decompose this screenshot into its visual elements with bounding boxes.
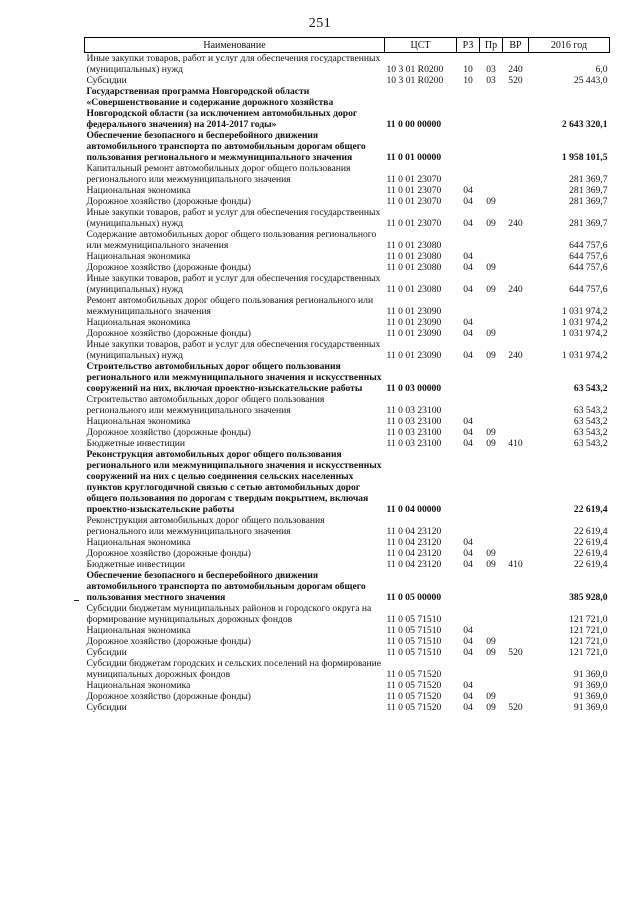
- cell-rz: 04: [463, 537, 473, 548]
- cell-vr: 410: [508, 438, 523, 449]
- cell-cst: 11 0 05 71520: [386, 702, 442, 713]
- table-row: [85, 416, 610, 427]
- cell-name: Субсидии бюджетам муниципальных районов и городского округа на формирование муниципальных дорожных фондов: [86, 603, 372, 625]
- table-row: [85, 339, 610, 361]
- cell-rz: 04: [463, 625, 473, 636]
- cell-rz: [457, 130, 480, 163]
- cell-name: Дорожное хозяйство (дорожные фонды): [86, 262, 251, 273]
- cell-vr: 410: [508, 559, 523, 570]
- cell-vr: 240: [508, 350, 523, 361]
- cell-sum: 1 031 974,2: [561, 328, 608, 339]
- cell-sum: 1 031 974,2: [561, 350, 608, 361]
- cell-pr: [480, 515, 503, 537]
- cell-rz: 10: [463, 75, 473, 86]
- cell-name: Национальная экономика: [86, 680, 191, 691]
- cell-cst: 11 0 01 23080: [386, 251, 442, 262]
- cell-rz: 04: [463, 438, 473, 449]
- cell-pr: 09: [486, 196, 496, 207]
- cell-pr: [480, 130, 503, 163]
- cell-pr: 03: [486, 64, 496, 75]
- cell-name: Обеспечение безопасного и бесперебойного движения автомобильного транспорта по автомобильным дорогам общего пользования местного значения: [86, 570, 366, 603]
- cell-pr: 09: [486, 636, 496, 647]
- cell-cst: 11 0 05 71520: [386, 680, 442, 691]
- cell-vr: 520: [508, 702, 523, 713]
- cell-vr: [503, 658, 529, 680]
- cell-sum: 91 369,0: [573, 691, 608, 702]
- cell-vr: [503, 229, 529, 251]
- cell-vr: 240: [508, 284, 523, 295]
- cell-pr: [480, 317, 503, 328]
- table-row: [85, 559, 610, 570]
- cell-name: Капитальный ремонт автомобильных дорог общего пользования регионального или межмуниципального значения: [86, 163, 351, 185]
- cell-rz: 04: [463, 317, 473, 328]
- cell-pr: [480, 449, 503, 515]
- cell-rz: [457, 603, 480, 625]
- cell-pr: [480, 295, 503, 317]
- cell-cst: 11 0 04 23120: [386, 526, 442, 537]
- cell-vr: [503, 537, 529, 548]
- cell-rz: 10: [463, 64, 473, 75]
- cell-name: Государственная программа Новгородской области «Совершенствование и содержание дорожного хозяйства Новгородской области (за исключением автомобильных дорог федерального значения) на 2014-2017 годы»: [86, 86, 358, 130]
- table-row: [85, 361, 610, 394]
- cell-cst: 11 0 04 23120: [386, 559, 442, 570]
- cell-name: Субсидии бюджетам городских и сельских поселений на формирование муниципальных дорожных фондов: [86, 658, 382, 680]
- cell-pr: [480, 570, 503, 603]
- cell-pr: [480, 603, 503, 625]
- table-row: [85, 570, 610, 603]
- cell-rz: 04: [463, 691, 473, 702]
- cell-rz: 04: [463, 427, 473, 438]
- cell-cst: 10 3 01 R0200: [386, 64, 444, 75]
- cell-vr: [503, 449, 529, 515]
- cell-cst: 11 0 01 23090: [386, 306, 442, 317]
- cell-cst: 11 0 05 71510: [386, 614, 442, 625]
- cell-vr: [503, 515, 529, 537]
- cell-vr: [503, 185, 529, 196]
- cell-name: Реконструкция автомобильных дорог общего пользования регионального или межмуниципального значения: [86, 515, 325, 537]
- cell-vr: [503, 691, 529, 702]
- table-row: [85, 438, 610, 449]
- cell-rz: [457, 229, 480, 251]
- cell-cst: 11 0 03 23100: [386, 438, 442, 449]
- cell-rz: 04: [463, 548, 473, 559]
- cell-sum: 121 721,0: [569, 636, 608, 647]
- cell-rz: 04: [463, 702, 473, 713]
- cell-name: Дорожное хозяйство (дорожные фонды): [86, 328, 251, 339]
- table-row: [85, 537, 610, 548]
- cell-vr: [503, 196, 529, 207]
- header-cst: ЦСТ: [385, 38, 457, 53]
- cell-sum: 2 643 320,1: [561, 119, 608, 130]
- cell-cst: 10 3 01 R0200: [386, 75, 444, 86]
- header-pr: Пр: [480, 38, 503, 53]
- cell-cst: 11 0 01 23070: [386, 218, 442, 229]
- page-number: 251: [308, 16, 332, 31]
- cell-pr: 09: [486, 548, 496, 559]
- cell-sum: 63 543,2: [573, 405, 608, 416]
- cell-pr: 09: [486, 284, 496, 295]
- cell-cst: 11 0 05 71520: [386, 691, 442, 702]
- cell-cst: 11 0 01 23070: [386, 196, 442, 207]
- cell-sum: 22 619,4: [573, 504, 608, 515]
- cell-pr: [480, 394, 503, 416]
- cell-name: Строительство автомобильных дорог общего пользования регионального или межмуниципального значения и искусственных сооружений на них, включая проектно-изыскательские работы: [86, 361, 382, 394]
- cell-vr: [503, 295, 529, 317]
- cell-sum: 281 369,7: [569, 196, 608, 207]
- cell-sum: 644 757,6: [569, 284, 608, 295]
- cell-vr: [503, 603, 529, 625]
- cell-vr: [503, 625, 529, 636]
- cell-vr: [503, 163, 529, 185]
- cell-sum: 91 369,0: [573, 680, 608, 691]
- cell-cst: 11 0 01 23070: [386, 174, 442, 185]
- table-header-row: [85, 38, 610, 53]
- cell-rz: [457, 163, 480, 185]
- cell-pr: 09: [486, 647, 496, 658]
- cell-rz: [457, 361, 480, 394]
- cell-pr: [480, 680, 503, 691]
- margin-mark: [74, 600, 79, 601]
- cell-sum: 121 721,0: [569, 647, 608, 658]
- cell-rz: [457, 86, 480, 130]
- cell-name: Дорожное хозяйство (дорожные фонды): [86, 548, 251, 559]
- cell-name: Обеспечение безопасного и бесперебойного движения автомобильного транспорта по автомобильным дорогам общего пользования регионального и межмуниципального значения: [86, 130, 366, 163]
- table-row: [85, 647, 610, 658]
- cell-sum: 121 721,0: [569, 625, 608, 636]
- table-row: [85, 515, 610, 537]
- cell-sum: 91 369,0: [573, 702, 608, 713]
- cell-pr: 09: [486, 702, 496, 713]
- cell-name: Дорожное хозяйство (дорожные фонды): [86, 691, 251, 702]
- cell-rz: 04: [463, 416, 473, 427]
- cell-pr: [480, 537, 503, 548]
- cell-name: Субсидии: [86, 647, 127, 658]
- cell-rz: [457, 295, 480, 317]
- cell-vr: [503, 130, 529, 163]
- table-row: [85, 273, 610, 295]
- cell-vr: [503, 636, 529, 647]
- cell-name: Субсидии: [86, 702, 127, 713]
- table-row: [85, 207, 610, 229]
- cell-cst: 11 0 03 00000: [386, 383, 442, 394]
- cell-sum: 25 443,0: [573, 75, 608, 86]
- cell-vr: [503, 317, 529, 328]
- cell-vr: [503, 570, 529, 603]
- cell-pr: 09: [486, 438, 496, 449]
- cell-name: Дорожное хозяйство (дорожные фонды): [86, 636, 251, 647]
- cell-name: Содержание автомобильных дорог общего пользования регионального или межмуниципального значения: [86, 229, 377, 251]
- cell-sum: 22 619,4: [573, 537, 608, 548]
- cell-cst: 11 0 05 00000: [386, 592, 442, 603]
- cell-sum: 644 757,6: [569, 251, 608, 262]
- cell-name: Иные закупки товаров, работ и услуг для обеспечения государственных (муниципальных) нужд: [86, 207, 381, 229]
- cell-name: Национальная экономика: [86, 251, 191, 262]
- cell-pr: [480, 86, 503, 130]
- cell-cst: 11 0 01 23090: [386, 328, 442, 339]
- cell-vr: [503, 416, 529, 427]
- cell-rz: 04: [463, 328, 473, 339]
- cell-vr: [503, 86, 529, 130]
- cell-pr: [480, 416, 503, 427]
- cell-cst: 11 0 05 71510: [386, 625, 442, 636]
- cell-pr: [480, 251, 503, 262]
- cell-pr: 09: [486, 691, 496, 702]
- cell-cst: 11 0 03 23100: [386, 405, 442, 416]
- table-row: [85, 548, 610, 559]
- table-row: [85, 229, 610, 251]
- cell-name: Национальная экономика: [86, 185, 191, 196]
- cell-pr: 09: [486, 328, 496, 339]
- cell-sum: 281 369,7: [569, 218, 608, 229]
- cell-sum: 22 619,4: [573, 548, 608, 559]
- table-row: [85, 328, 610, 339]
- cell-pr: 09: [486, 559, 496, 570]
- cell-name: Дорожное хозяйство (дорожные фонды): [86, 427, 251, 438]
- cell-name: Национальная экономика: [86, 625, 191, 636]
- cell-name: Реконструкция автомобильных дорог общего пользования регионального или межмуниципального значения и искусственных сооружений на них с целью соединения сельских населенных пунктов круглогодичной связью с сетью автомобильных дорог общего пользования по дорогам с твердым покрытием, включая проектно-изыскательские работы: [86, 449, 382, 515]
- cell-sum: 281 369,7: [569, 174, 608, 185]
- cell-cst: 11 0 01 23090: [386, 350, 442, 361]
- cell-rz: 04: [463, 647, 473, 658]
- cell-rz: 04: [463, 559, 473, 570]
- cell-cst: 11 0 04 23120: [386, 537, 442, 548]
- cell-name: Национальная экономика: [86, 416, 191, 427]
- cell-rz: 04: [463, 350, 473, 361]
- table-row: [85, 691, 610, 702]
- cell-pr: 03: [486, 75, 496, 86]
- cell-vr: [503, 680, 529, 691]
- table-row: [85, 295, 610, 317]
- cell-rz: [457, 570, 480, 603]
- cell-vr: 240: [508, 218, 523, 229]
- cell-sum: 644 757,6: [569, 240, 608, 251]
- cell-rz: 04: [463, 262, 473, 273]
- cell-pr: [480, 229, 503, 251]
- cell-vr: [503, 251, 529, 262]
- cell-vr: [503, 328, 529, 339]
- table-row: [85, 130, 610, 163]
- cell-cst: 11 0 03 23100: [386, 427, 442, 438]
- cell-sum: 63 543,2: [573, 427, 608, 438]
- cell-rz: [457, 449, 480, 515]
- cell-vr: 240: [508, 64, 523, 75]
- cell-sum: 121 721,0: [569, 614, 608, 625]
- cell-rz: 04: [463, 196, 473, 207]
- cell-cst: 11 0 00 00000: [386, 119, 442, 130]
- table-row: [85, 262, 610, 273]
- table-row: [85, 317, 610, 328]
- header-rz: РЗ: [457, 38, 480, 53]
- cell-name: Субсидии: [86, 75, 127, 86]
- table-row: [85, 427, 610, 438]
- cell-sum: 6,0: [595, 64, 608, 75]
- cell-pr: 09: [486, 218, 496, 229]
- cell-rz: [457, 515, 480, 537]
- cell-cst: 11 0 01 00000: [386, 152, 442, 163]
- cell-name: Бюджетные инвестиции: [86, 438, 185, 449]
- cell-rz: 04: [463, 251, 473, 262]
- cell-cst: 11 0 01 23090: [386, 317, 442, 328]
- cell-name: Национальная экономика: [86, 317, 191, 328]
- cell-sum: 63 543,2: [573, 416, 608, 427]
- table-row: [85, 702, 610, 713]
- cell-pr: [480, 625, 503, 636]
- table-row: [85, 636, 610, 647]
- cell-sum: 63 543,2: [573, 438, 608, 449]
- header-year: 2016 год: [529, 38, 610, 53]
- table-row: [85, 53, 610, 76]
- cell-name: Иные закупки товаров, работ и услуг для обеспечения государственных (муниципальных) нужд: [86, 273, 381, 295]
- table-body: [85, 53, 610, 714]
- cell-cst: 11 0 01 23080: [386, 284, 442, 295]
- cell-sum: 385 928,0: [569, 592, 608, 603]
- cell-sum: 63 543,2: [573, 383, 608, 394]
- cell-cst: 11 0 03 23100: [386, 416, 442, 427]
- cell-sum: 644 757,6: [569, 262, 608, 273]
- table-row: [85, 625, 610, 636]
- cell-sum: 281 369,7: [569, 185, 608, 196]
- cell-pr: [480, 185, 503, 196]
- cell-name: Строительство автомобильных дорог общего пользования регионального или межмуниципального значения: [86, 394, 325, 416]
- table-row: [85, 163, 610, 185]
- cell-sum: 1 031 974,2: [561, 317, 608, 328]
- cell-vr: [503, 427, 529, 438]
- cell-rz: 04: [463, 680, 473, 691]
- cell-vr: 520: [508, 75, 523, 86]
- table-row: [85, 603, 610, 625]
- cell-sum: 91 369,0: [573, 669, 608, 680]
- budget-table: [84, 37, 610, 713]
- cell-rz: 04: [463, 284, 473, 295]
- table-row: [85, 86, 610, 130]
- cell-name: Бюджетные инвестиции: [86, 559, 185, 570]
- cell-vr: [503, 394, 529, 416]
- cell-name: Дорожное хозяйство (дорожные фонды): [86, 196, 251, 207]
- table-row: [85, 449, 610, 515]
- cell-vr: [503, 361, 529, 394]
- cell-cst: 11 0 05 71510: [386, 647, 442, 658]
- cell-vr: [503, 548, 529, 559]
- cell-pr: 09: [486, 427, 496, 438]
- cell-pr: 09: [486, 350, 496, 361]
- cell-pr: [480, 163, 503, 185]
- cell-sum: 22 619,4: [573, 526, 608, 537]
- cell-cst: 11 0 05 71520: [386, 669, 442, 680]
- cell-name: Иные закупки товаров, работ и услуг для обеспечения государственных (муниципальных) нужд: [86, 53, 381, 75]
- table-row: [85, 196, 610, 207]
- table-row: [85, 251, 610, 262]
- cell-rz: [457, 394, 480, 416]
- cell-cst: 11 0 04 00000: [386, 504, 442, 515]
- cell-cst: 11 0 01 23080: [386, 262, 442, 273]
- table-row: [85, 185, 610, 196]
- cell-vr: [503, 262, 529, 273]
- cell-name: Иные закупки товаров, работ и услуг для обеспечения государственных (муниципальных) нужд: [86, 339, 381, 361]
- cell-sum: 22 619,4: [573, 559, 608, 570]
- cell-cst: 11 0 01 23080: [386, 240, 442, 251]
- cell-cst: 11 0 05 71510: [386, 636, 442, 647]
- cell-rz: [457, 658, 480, 680]
- header-vr: ВР: [503, 38, 529, 53]
- cell-cst: 11 0 01 23070: [386, 185, 442, 196]
- cell-cst: 11 0 04 23120: [386, 548, 442, 559]
- cell-vr: 520: [508, 647, 523, 658]
- cell-rz: 04: [463, 218, 473, 229]
- table-row: [85, 658, 610, 680]
- header-name: Наименование: [85, 38, 385, 53]
- table-row: [85, 75, 610, 86]
- cell-name: Национальная экономика: [86, 537, 191, 548]
- cell-sum: 1 031 974,2: [561, 306, 608, 317]
- table-row: [85, 680, 610, 691]
- cell-rz: 04: [463, 185, 473, 196]
- cell-sum: 1 958 101,5: [561, 152, 608, 163]
- cell-pr: [480, 658, 503, 680]
- cell-rz: 04: [463, 636, 473, 647]
- cell-pr: [480, 361, 503, 394]
- cell-pr: 09: [486, 262, 496, 273]
- table-row: [85, 394, 610, 416]
- cell-name: Ремонт автомобильных дорог общего пользования регионального или межмуниципального значения: [86, 295, 374, 317]
